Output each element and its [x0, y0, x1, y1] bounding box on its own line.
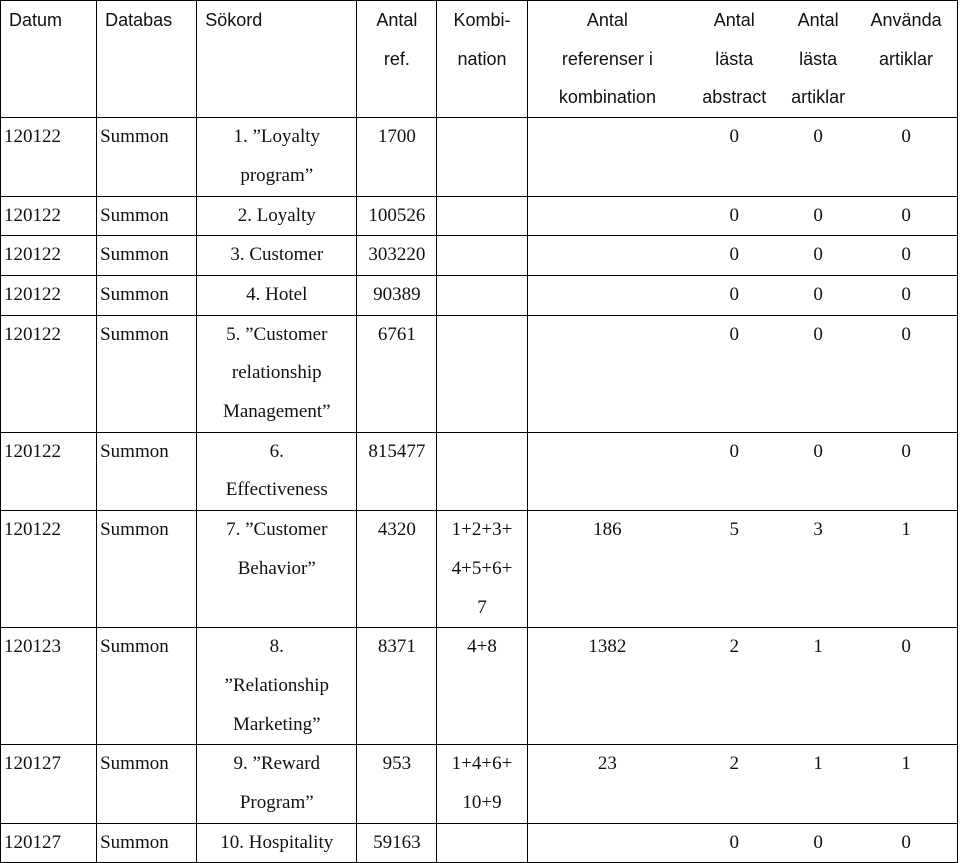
- cell-databas: Summon: [97, 823, 197, 863]
- value-anvanda: 0: [901, 244, 911, 266]
- cell-antal-ref: 303220: [357, 236, 437, 276]
- cell-datum: 120127: [1, 823, 97, 863]
- keyword-line: relationship: [231, 362, 322, 384]
- counts-group: [528, 745, 957, 784]
- keyword-line: program”: [240, 164, 314, 186]
- cell-sokord: [197, 745, 357, 823]
- cell-kombination: [437, 823, 527, 863]
- keyword-line: 3. Customer: [230, 244, 324, 266]
- counts-group: [528, 433, 957, 472]
- cell-sokord: [197, 628, 357, 745]
- value-anvanda: 0: [901, 636, 911, 658]
- counts-group: [528, 511, 957, 550]
- cell-databas: Summon: [97, 196, 197, 236]
- value-lasta-abstract: 2: [729, 636, 740, 658]
- value-anvanda: 0: [901, 440, 911, 462]
- cell-databas: Summon: [97, 236, 197, 276]
- value-lasta-abstract: 2: [729, 753, 740, 775]
- value-lasta-artiklar: 0: [813, 204, 823, 226]
- value-lasta-artiklar: 0: [813, 126, 823, 148]
- cell-datum: 120122: [1, 118, 97, 196]
- value-lasta-abstract: 0: [729, 440, 740, 462]
- header-lasta-artiklar: Antal lästa artiklar: [791, 10, 846, 108]
- cell-antal-ref: 100526: [357, 196, 437, 236]
- header-kombination: Kombi- nation: [437, 1, 527, 118]
- cell-kombination: [437, 118, 527, 196]
- table-row: [1, 275, 958, 315]
- keyword-line: Program”: [239, 792, 314, 814]
- value-antal-ref-komb: 23: [597, 753, 617, 775]
- keyword-line: 9. ”Reward: [233, 753, 321, 775]
- value-lasta-artiklar: 0: [813, 283, 823, 305]
- cell-kombination: [437, 315, 527, 432]
- cell-kombination: [437, 432, 527, 510]
- counts-group: [528, 276, 957, 315]
- cell-sokord: [197, 236, 357, 276]
- cell-antal-ref: 8371: [357, 628, 437, 745]
- kombination-line: 7: [477, 596, 487, 618]
- value-antal-ref-komb: [528, 197, 688, 236]
- cell-datum: 120123: [1, 628, 97, 745]
- counts-group: [528, 236, 957, 275]
- value-lasta-artiklar: 0: [813, 831, 823, 853]
- value-anvanda: 0: [901, 126, 911, 148]
- cell-sokord: [197, 315, 357, 432]
- value-lasta-abstract: 0: [729, 204, 740, 226]
- value-anvanda: 0: [901, 204, 911, 226]
- cell-databas: Summon: [97, 628, 197, 745]
- value-lasta-abstract: 0: [729, 283, 740, 305]
- cell-antal-ref: 4320: [357, 511, 437, 628]
- value-lasta-abstract: 0: [729, 244, 740, 266]
- keyword-line: 4. Hotel: [246, 283, 308, 305]
- table-row: [1, 511, 958, 628]
- counts-group: [528, 316, 957, 355]
- keyword-line: 5. ”Customer: [226, 323, 328, 345]
- header-row: [1, 1, 958, 118]
- table-row: [1, 118, 958, 196]
- keyword-line: 6.: [269, 440, 284, 462]
- header-datum: Datum: [1, 1, 97, 118]
- table-row: [1, 823, 958, 863]
- cell-sokord: [197, 511, 357, 628]
- counts-group: [528, 197, 957, 236]
- value-lasta-abstract: 0: [729, 831, 740, 853]
- cell-kombination: [437, 628, 527, 745]
- cell-datum: 120122: [1, 196, 97, 236]
- cell-sokord: [197, 432, 357, 510]
- value-lasta-artiklar: 1: [813, 753, 823, 775]
- kombination-line: 1+4+6+: [451, 753, 513, 775]
- header-sokord: Sökord: [197, 1, 357, 118]
- cell-kombination: [437, 745, 527, 823]
- kombination-line: 4+8: [467, 636, 497, 658]
- counts-group: [528, 118, 957, 157]
- value-lasta-artiklar: 0: [813, 440, 823, 462]
- keyword-line: 2. Loyalty: [237, 204, 316, 226]
- value-antal-ref-komb: [528, 433, 688, 472]
- keyword-line: 10. Hospitality: [220, 831, 334, 853]
- value-anvanda: 0: [901, 283, 911, 305]
- cell-sokord: [197, 118, 357, 196]
- cell-counts: [527, 236, 957, 276]
- cell-antal-ref: 953: [357, 745, 437, 823]
- value-lasta-artiklar: 1: [813, 636, 823, 658]
- value-antal-ref-komb: [528, 316, 688, 355]
- kombination-line: 1+2+3+: [451, 519, 513, 541]
- cell-antal-ref: 90389: [357, 275, 437, 315]
- header-count-group: [527, 1, 957, 118]
- value-antal-ref-komb: 1382: [588, 636, 627, 658]
- cell-datum: 120122: [1, 511, 97, 628]
- cell-databas: Summon: [97, 745, 197, 823]
- cell-kombination: [437, 236, 527, 276]
- value-antal-ref-komb: [528, 236, 688, 275]
- cell-counts: [527, 315, 957, 432]
- cell-datum: 120122: [1, 315, 97, 432]
- header-antal-ref: Antal ref.: [357, 1, 437, 118]
- cell-databas: Summon: [97, 118, 197, 196]
- table-body: [1, 118, 958, 863]
- keyword-line: 7. ”Customer: [226, 519, 328, 541]
- cell-antal-ref: 59163: [357, 823, 437, 863]
- cell-counts: [527, 745, 957, 823]
- header-antal-ref-komb: Antal referenser i kombination: [558, 10, 656, 108]
- header-lasta-abstract: Antal lästa abstract: [702, 10, 767, 108]
- keyword-line: ”Relationship: [224, 674, 329, 696]
- table-row: [1, 628, 958, 745]
- cell-kombination: [437, 275, 527, 315]
- cell-antal-ref: 815477: [357, 432, 437, 510]
- table-row: [1, 196, 958, 236]
- cell-antal-ref: 1700: [357, 118, 437, 196]
- value-lasta-artiklar: 3: [813, 519, 823, 541]
- keyword-line: 8.: [269, 636, 284, 658]
- value-lasta-artiklar: 0: [813, 323, 823, 345]
- cell-counts: [527, 432, 957, 510]
- cell-datum: 120127: [1, 745, 97, 823]
- value-antal-ref-komb: [528, 824, 688, 863]
- counts-group: [528, 824, 957, 863]
- cell-databas: Summon: [97, 275, 197, 315]
- cell-antal-ref: 6761: [357, 315, 437, 432]
- table-row: [1, 236, 958, 276]
- cell-kombination: [437, 196, 527, 236]
- keyword-line: Marketing”: [232, 713, 321, 735]
- keyword-line: Behavior”: [237, 557, 316, 579]
- value-lasta-abstract: 0: [729, 126, 740, 148]
- keyword-line: 1. ”Loyalty: [233, 126, 321, 148]
- cell-databas: Summon: [97, 511, 197, 628]
- cell-kombination: [437, 511, 527, 628]
- cell-databas: Summon: [97, 315, 197, 432]
- cell-counts: [527, 823, 957, 863]
- table-row: [1, 315, 958, 432]
- cell-datum: 120122: [1, 432, 97, 510]
- value-lasta-artiklar: 0: [813, 244, 823, 266]
- cell-counts: [527, 196, 957, 236]
- cell-sokord: [197, 275, 357, 315]
- header-anvanda-artiklar: Använda artiklar: [870, 10, 942, 69]
- value-antal-ref-komb: [528, 118, 688, 157]
- header-databas: Databas: [97, 1, 197, 118]
- cell-databas: Summon: [97, 432, 197, 510]
- value-anvanda: 1: [901, 519, 911, 541]
- value-antal-ref-komb: [528, 276, 688, 315]
- cell-datum: 120122: [1, 236, 97, 276]
- value-anvanda: 0: [901, 323, 911, 345]
- cell-counts: [527, 511, 957, 628]
- value-antal-ref-komb: 186: [593, 519, 622, 541]
- keyword-line: Management”: [222, 401, 331, 423]
- kombination-line: 10+9: [462, 792, 502, 814]
- value-anvanda: 0: [901, 831, 911, 853]
- value-anvanda: 1: [901, 753, 911, 775]
- cell-counts: [527, 118, 957, 196]
- table-row: [1, 745, 958, 823]
- cell-sokord: [197, 823, 357, 863]
- cell-sokord: [197, 196, 357, 236]
- table-header: [1, 1, 958, 118]
- cell-counts: [527, 628, 957, 745]
- keyword-line: Effectiveness: [225, 479, 328, 501]
- cell-counts: [527, 275, 957, 315]
- table-row: [1, 432, 958, 510]
- cell-datum: 120122: [1, 275, 97, 315]
- value-lasta-abstract: 5: [729, 519, 740, 541]
- counts-group: [528, 628, 957, 667]
- kombination-line: 4+5+6+: [451, 557, 513, 579]
- value-lasta-abstract: 0: [729, 323, 740, 345]
